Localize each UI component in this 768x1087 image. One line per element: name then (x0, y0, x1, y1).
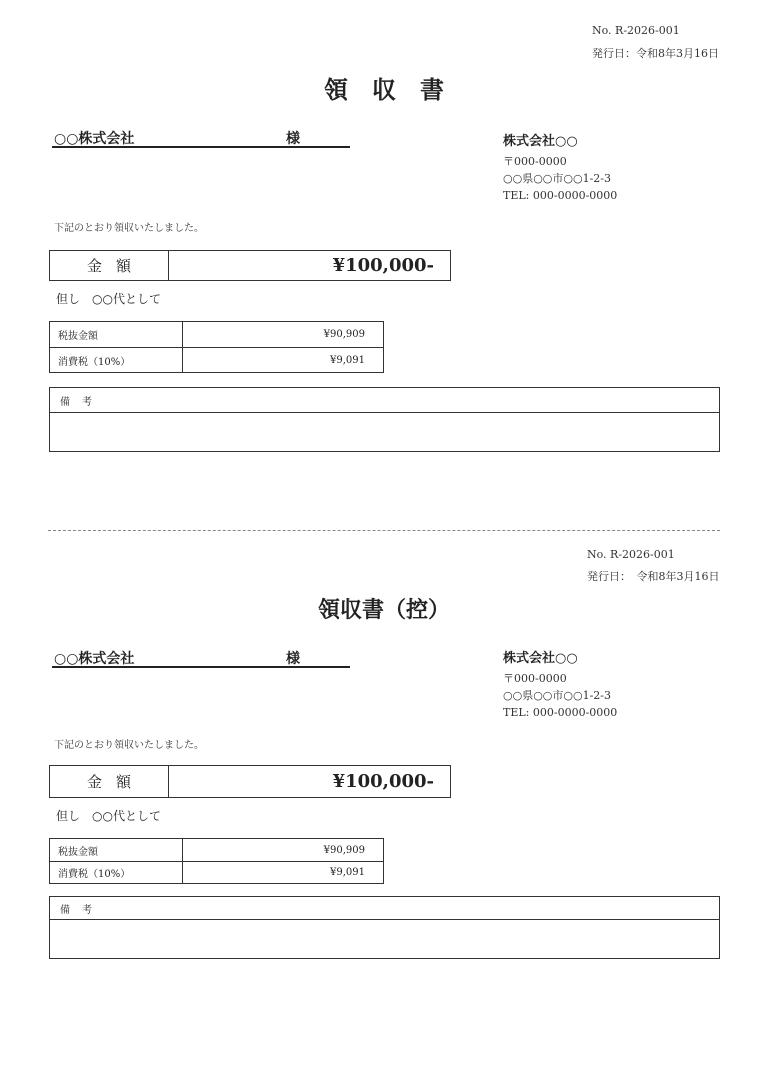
tax-label: 税抜金額 (50, 839, 183, 861)
issuer-block (503, 130, 617, 204)
page-title: 領 収 書 (324, 75, 444, 104)
tax-row-subtotal (50, 839, 383, 861)
receipt-number: No. R-2026-001 (592, 24, 680, 37)
remarks-box (49, 896, 720, 959)
receipt-number: No. R-2026-001 (587, 548, 675, 561)
tax-row-consumption (50, 861, 383, 883)
recipient-name: ○○株式会社 (54, 131, 135, 147)
issuer-address: ○○県○○市○○1-2-3 (503, 689, 612, 702)
recipient-line (52, 648, 350, 668)
recipient-honorific: 様 (286, 651, 300, 667)
amount-label: 金額 (50, 251, 169, 280)
amount-box (49, 765, 451, 798)
tax-value: ¥9,091 (330, 867, 365, 878)
issuer-block (503, 647, 617, 721)
amount-value: ¥100,000- (332, 255, 434, 276)
issuer-tel: TEL: 000-0000-0000 (503, 706, 618, 719)
amount-value: ¥100,000- (332, 771, 434, 792)
issue-date: 発行日： 令和8年3月16日 (587, 570, 720, 583)
issuer-company: 株式会社○○ (503, 651, 578, 666)
tax-value: ¥9,091 (330, 354, 365, 366)
issuer-postal: 〒000-0000 (503, 672, 567, 685)
page-title: 領収書（控） (317, 597, 450, 623)
amount-box (49, 250, 451, 281)
issue-date: 発行日：令和8年3月16日 (592, 47, 719, 60)
recipient-honorific: 様 (286, 131, 300, 147)
amount-label: 金額 (50, 766, 169, 797)
issuer-postal: 〒000-0000 (503, 155, 567, 168)
issuer-company: 株式会社○○ (503, 134, 578, 149)
recipient-line (52, 128, 350, 148)
purpose-text: 但し ○○代として (56, 292, 161, 306)
tax-table (49, 838, 384, 884)
cut-line-divider (48, 530, 720, 531)
receipt-statement: 下記のとおり領収いたしました。 (54, 740, 204, 751)
issuer-address: ○○県○○市○○1-2-3 (503, 172, 612, 185)
remarks-content (50, 920, 719, 958)
tax-value: ¥90,909 (323, 329, 365, 340)
remarks-content (50, 413, 719, 451)
purpose-text: 但し ○○代として (56, 809, 161, 823)
tax-value: ¥90,909 (323, 844, 365, 856)
tax-row-subtotal (50, 322, 383, 347)
tax-row-consumption (50, 347, 383, 372)
issuer-tel: TEL: 000-0000-0000 (503, 189, 618, 202)
tax-label: 税抜金額 (50, 322, 183, 347)
tax-label: 消費税（10%） (50, 348, 183, 372)
remarks-label: 備考 (50, 897, 719, 920)
tax-label: 消費税（10%） (50, 862, 183, 883)
tax-table (49, 321, 384, 373)
remarks-label: 備考 (50, 388, 719, 413)
remarks-box (49, 387, 720, 452)
recipient-name: ○○株式会社 (54, 651, 135, 667)
receipt-statement: 下記のとおり領収いたしました。 (54, 223, 204, 234)
